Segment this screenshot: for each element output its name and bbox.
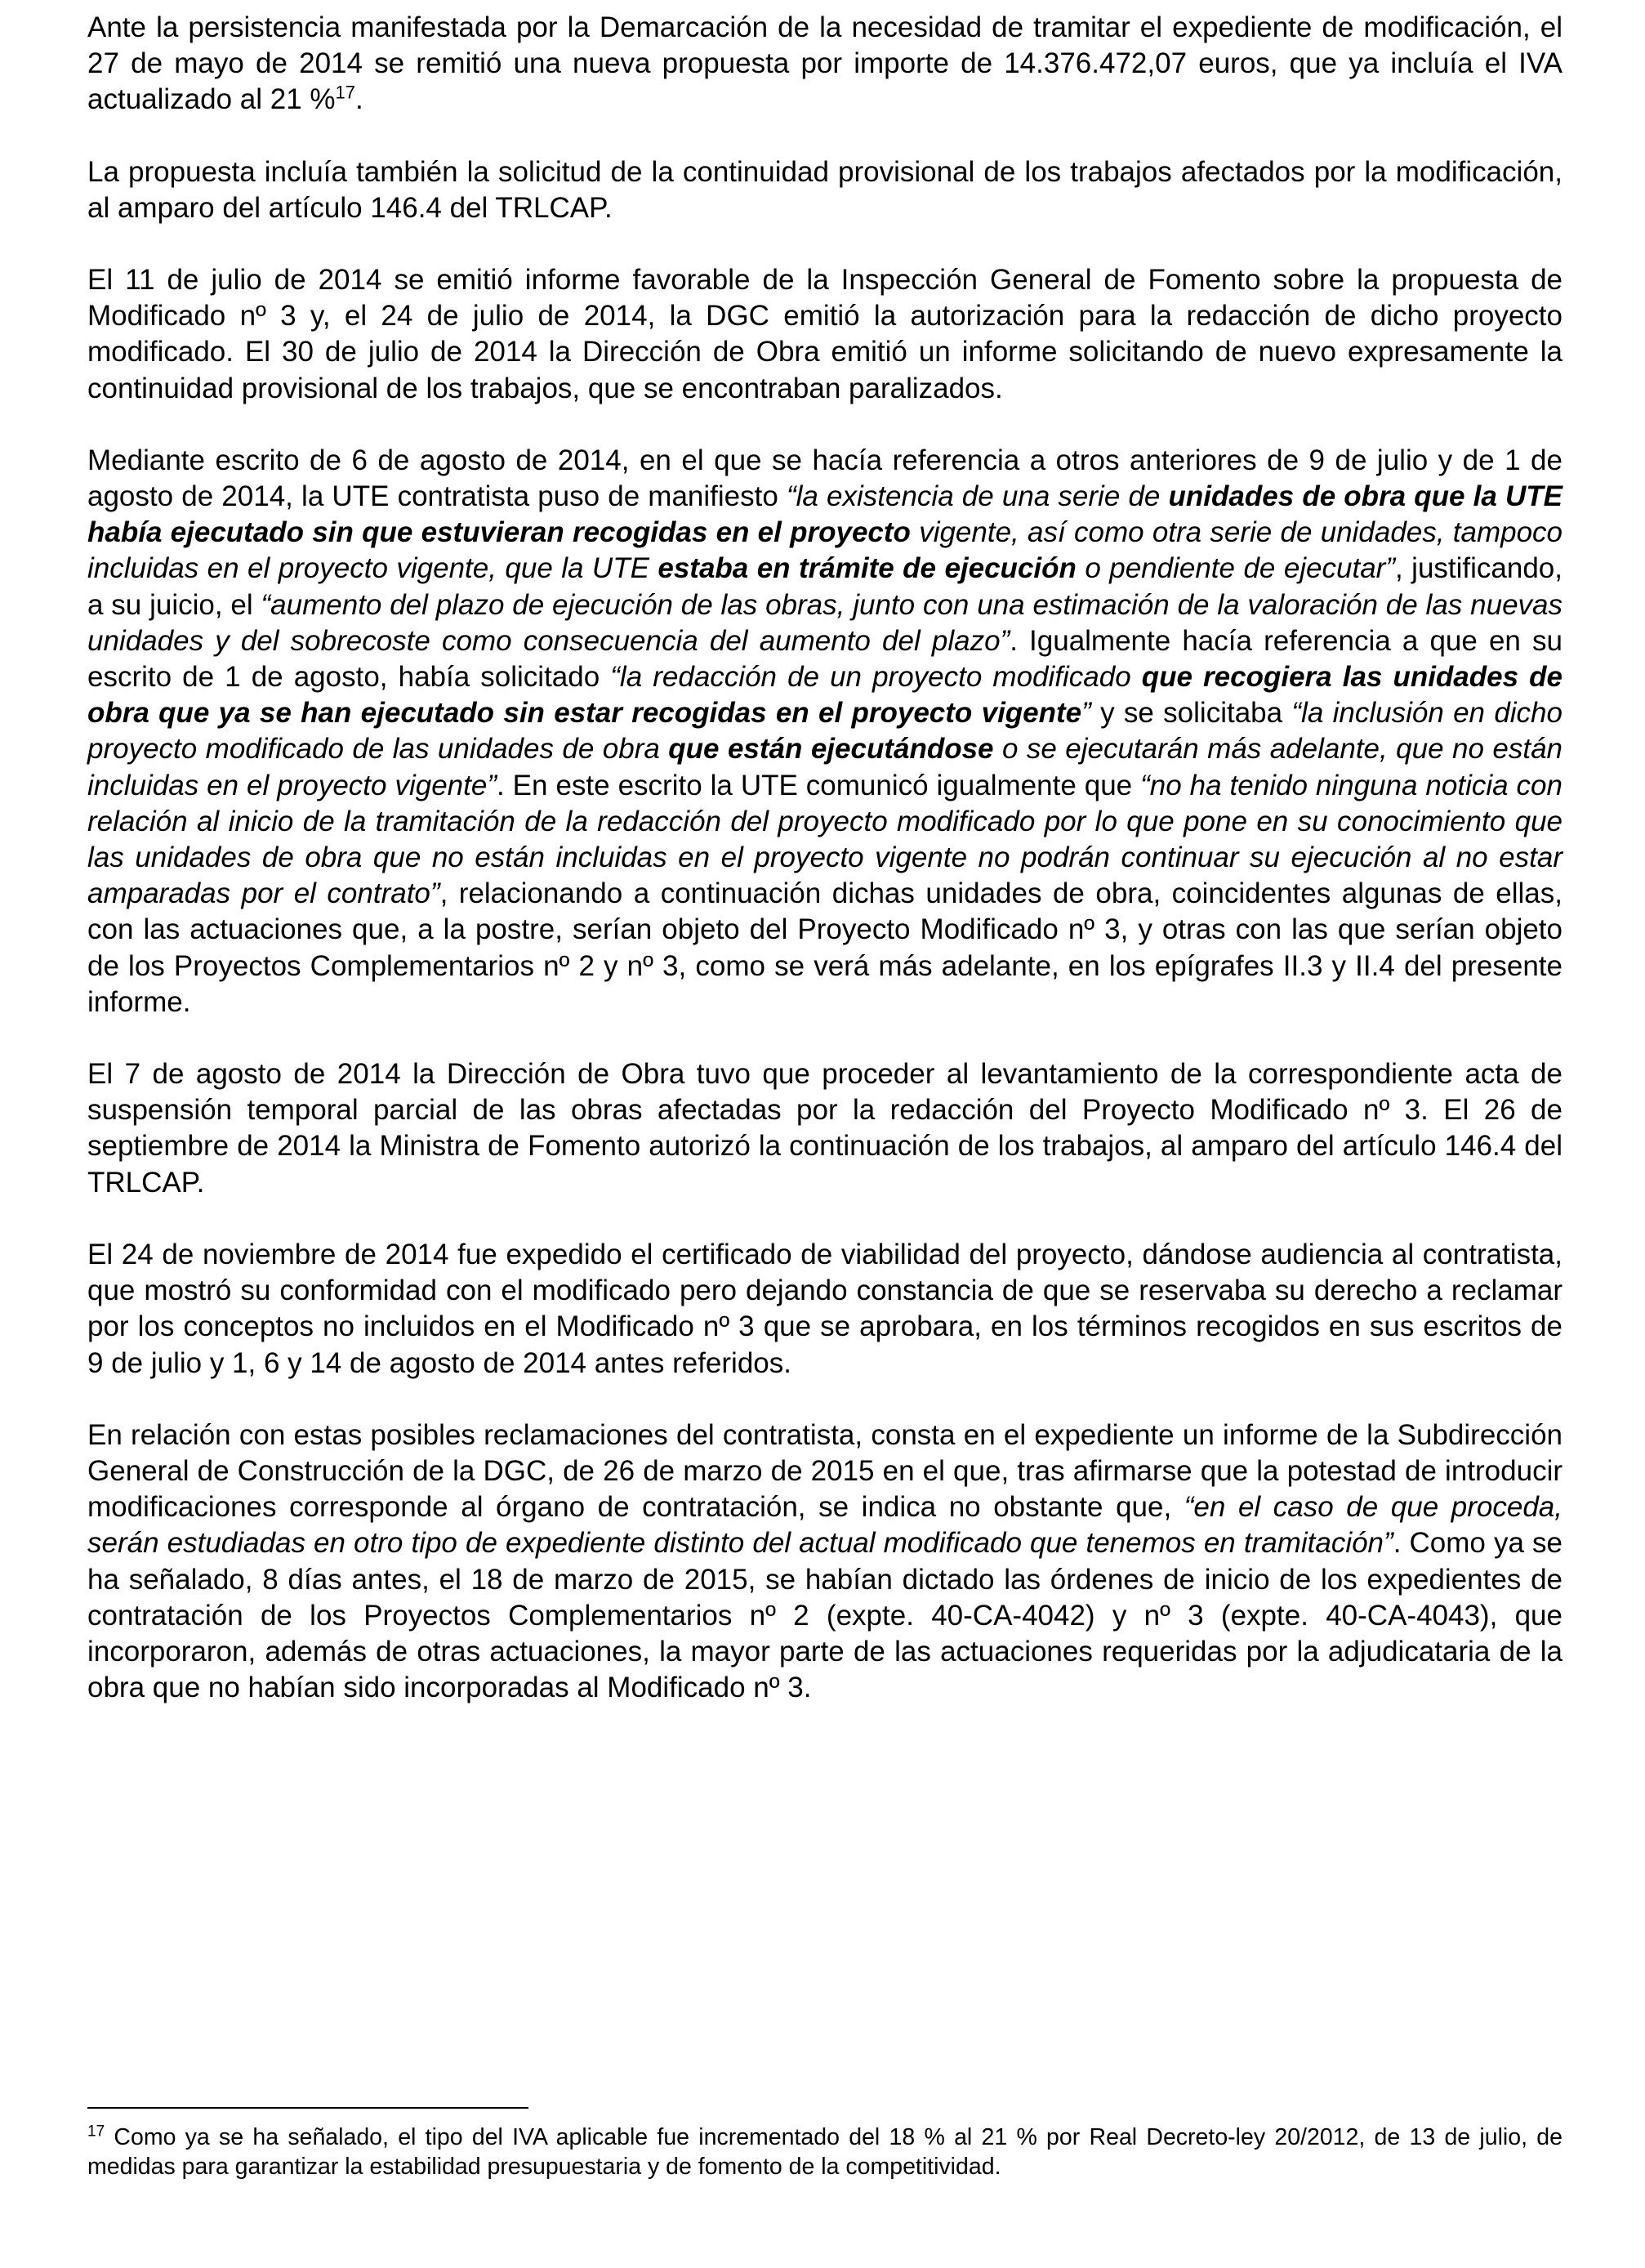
quoted-text: “en el caso de que proceda, serán estudiadas en otro tipo de expediente distinto del actual modificado que tenemos en tramitación” xyxy=(87,1491,1563,1560)
footnote-separator xyxy=(87,2107,528,2109)
emphasized-quote: que están ejecutándose xyxy=(668,733,994,766)
quoted-text: “la redacción de un proyecto modificado xyxy=(610,661,1142,694)
emphasized-quote: estaba en trámite de ejecución xyxy=(658,552,1077,585)
text-run: El 7 de agosto de 2014 la Dirección de Obra tuvo que proceder al levantamiento de la correspondiente acta de suspensión temporal parcial de las obras afectadas por la redacción del Proyecto Modificado nº 3. El 26 de septiembre de 2014 la Ministra de Fomento autorizó la continuación de los trabajos, al amparo del artículo 146.4 del TRLCAP. xyxy=(87,1058,1563,1199)
text-run: En relación con estas posibles reclamaciones del contratista, consta en el expediente un informe de la Subdirección General de Construcción de la DGC, de 26 de marzo de 2015 en el que, tras afirmarse que la potestad de introducir modificaciones corresponde al órgano de contratación, se indica no obstante que, xyxy=(87,1418,1563,1524)
text-run: . xyxy=(355,83,363,116)
quoted-text: “no ha tenido ninguna noticia con relación al inicio de la tramitación de la redacción del proyecto modificado por lo que pone en su conocimiento que las unidades de obra que no están incluidas en el proyecto vigente no podrán continuar su ejecución al no estar amparadas por el contrato” xyxy=(87,769,1563,910)
text-run: , relacionando a continuación dichas unidades de obra, coincidentes algunas de ellas, con las actuaciones que, a la postre, serían objeto del Proyecto Modificado nº 3, y otras con las que serían objeto de los Proyectos Complementarios nº 2 y nº 3, como se verá más adelante, en los epígrafes II.3 y II.4 del presente informe. xyxy=(87,877,1563,1018)
quoted-text: o pendiente de ejecutar” xyxy=(1076,552,1395,585)
paragraph xyxy=(87,1056,1563,1201)
paragraph xyxy=(87,1237,1563,1382)
emphasized-quote: unidades de obra que la UTE había ejecutado sin que estuvieran recogidas en el proyecto xyxy=(87,480,1563,549)
paragraph xyxy=(87,10,1563,118)
quoted-text: “aumento del plazo de ejecución de las obras, junto con una estimación de la valoración de las nuevas unidades y del sobrecoste como consecuencia del aumento del plazo” xyxy=(87,588,1563,657)
quoted-text: “la existencia de una serie de xyxy=(786,480,1169,513)
text-run: El 11 de julio de 2014 se emitió informe favorable de la Inspección General de Fomento sobre la propuesta de Modificado nº 3 y, el 24 de julio de 2014, la DGC emitió la autorización para la redacción de dicho proyecto modificado. El 30 de julio de 2014 la Dirección de Obra emitió un informe solicitando de nuevo expresamente la continuidad provisional de los trabajos, que se encontraban paralizados. xyxy=(87,264,1563,404)
text-run: Ante la persistencia manifestada por la Demarcación de la necesidad de tramitar el expediente de modificación, el 27 de mayo de 2014 se remitió una nueva propuesta por importe de 14.376.472,07 euros, que ya incluía el IVA actualizado al 21 % xyxy=(87,11,1563,116)
text-run: y se solicitaba xyxy=(1090,697,1292,730)
text-run: , justificando, a su juicio, el xyxy=(87,552,1563,621)
document-body xyxy=(87,10,1563,1742)
text-run: . En este escrito la UTE comunicó igualmente que xyxy=(496,769,1141,801)
quoted-text: vigente, así como otra serie de unidades, tampoco incluidas en el proyecto vigente, que la UTE xyxy=(87,516,1563,585)
text-run: El 24 de noviembre de 2014 fue expedido el certificado de viabilidad del proyecto, dándose audiencia al contratista, que mostró su conformidad con el modificado pero dejando constancia de que se reservaba su derecho a reclamar por los conceptos no incluidos en el Modificado nº 3 que se aprobara, en los términos recogidos en sus escritos de 9 de julio y 1, 6 y 14 de agosto de 2014 antes referidos. xyxy=(87,1238,1563,1379)
footnote xyxy=(87,2123,1563,2181)
quoted-text: ” xyxy=(1081,697,1091,730)
footnote-number: 17 xyxy=(87,2123,105,2141)
paragraph xyxy=(87,1418,1563,1707)
text-run: . Como ya se ha señalado, 8 días antes, el 18 de marzo de 2015, se habían dictado las órdenes de inicio de los expedientes de contratación de los Proyectos Complementarios nº 2 (expte. 40-CA-4042) y nº 3 (expte. 40-CA-4043), que incorporaron, además de otras actuaciones, la mayor parte de las actuaciones requeridas por la adjudicataria de la obra que no habían sido incorporadas al Modificado nº 3. xyxy=(87,1527,1563,1704)
paragraph xyxy=(87,262,1563,407)
paragraph xyxy=(87,154,1563,226)
text-run: . Igualmente hacía referencia a que en su escrito de 1 de agosto, había solicitado xyxy=(87,624,1563,694)
emphasized-quote: que recogiera las unidades de obra que ya se han ejecutado sin estar recogidas en el proyecto vigente xyxy=(87,661,1563,730)
paragraph xyxy=(87,443,1563,1020)
text-run: Mediante escrito de 6 de agosto de 2014, en el que se hacía referencia a otros anteriores de 9 de julio y de 1 de agosto de 2014, la UTE contratista puso de manifiesto xyxy=(87,444,1563,513)
quoted-text: “la inclusión en dicho proyecto modificado de las unidades de obra xyxy=(87,697,1563,766)
text-run: La propuesta incluía también la solicitud de la continuidad provisional de los trabajos afectados por la modificación, al amparo del artículo 146.4 del TRLCAP. xyxy=(87,155,1563,224)
footnote-reference: 17 xyxy=(335,82,356,103)
quoted-text: o se ejecutarán más adelante, que no están incluidas en el proyecto vigente” xyxy=(87,733,1563,801)
footnote-text: Como ya se ha señalado, el tipo del IVA aplicable fue incrementado del 18 % al 21 % por Real Decreto-ley 20/2012, de 13 de julio, de medidas para garantizar la estabilidad presupuestaria y de fomento de la competitividad. xyxy=(87,2124,1563,2180)
